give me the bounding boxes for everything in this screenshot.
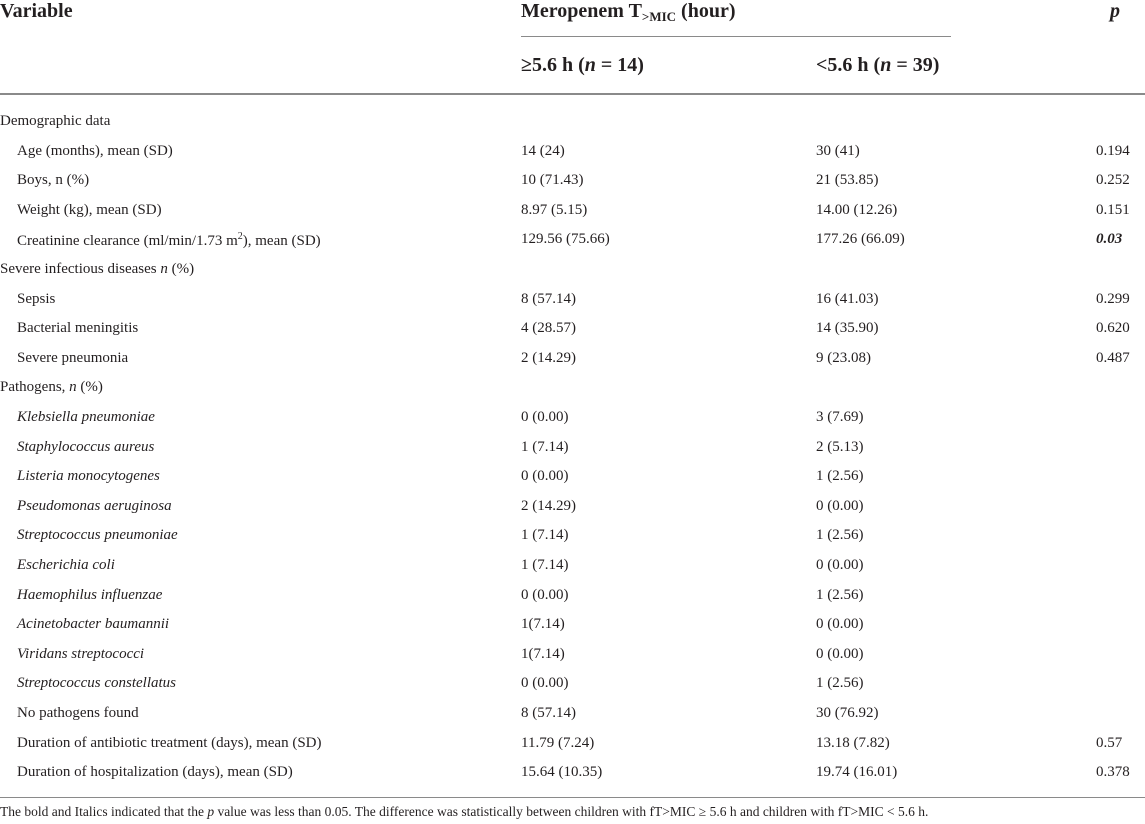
row-label-text: Sepsis — [17, 290, 56, 307]
row-label — [17, 202, 162, 219]
row-label-text: Pseudomonas aeruginosa — [17, 497, 172, 514]
row-label — [17, 320, 138, 337]
row-label — [17, 498, 172, 515]
p-value: 0.299 — [1096, 290, 1130, 307]
header-group-sub: >MIC — [641, 9, 677, 24]
row-label — [17, 587, 162, 604]
row-label-text: Bacterial meningitis — [17, 320, 139, 337]
row-label-italic: n — [69, 379, 77, 396]
row-label — [17, 291, 55, 308]
p-value: 0.487 — [1096, 349, 1130, 366]
value-lt-5-6h: 0 (0.00) — [816, 557, 864, 573]
header-group-main: Meropenem T — [521, 0, 642, 22]
p-value: 0.620 — [1096, 320, 1130, 337]
value-lt-5-6h: 9 (23.08) — [816, 349, 871, 366]
row-label — [17, 409, 155, 426]
value-ge-5-6h: 1(7.14) — [521, 616, 565, 633]
value-lt-5-6h: 1 (2.56) — [816, 468, 864, 485]
row-label-text: Age (months), mean (SD) — [17, 142, 173, 159]
row-label-text: Haemophilus influenzae — [17, 586, 163, 603]
value-ge-5-6h: 1 (7.14) — [521, 557, 569, 573]
value-ge-5-6h: 1(7.14) — [521, 645, 565, 662]
value-ge-5-6h: 0 (0.00) — [521, 409, 569, 425]
row-label-text: Escherichia coli — [17, 557, 115, 573]
table-row — [0, 758, 1145, 788]
header-col2-n: n — [880, 54, 892, 76]
section-row — [0, 107, 1145, 137]
table-row — [0, 403, 1145, 433]
value-ge-5-6h: 8 (57.14) — [521, 290, 576, 307]
row-label-text: Creatinine clearance (ml/min/1.73 m — [17, 233, 238, 250]
value-ge-5-6h: 0 (0.00) — [521, 468, 569, 485]
row-label-suffix: (%) — [76, 379, 103, 396]
table-row — [0, 610, 1145, 640]
value-ge-5-6h: 10 (71.43) — [521, 172, 584, 189]
p-value: 0.378 — [1096, 764, 1130, 781]
header-group-unit: (hour) — [676, 0, 736, 22]
value-ge-5-6h: 14 (24) — [521, 142, 565, 159]
row-label-suffix: (%) — [167, 261, 195, 277]
row-label — [17, 616, 169, 633]
table-row — [0, 492, 1145, 522]
table-row — [0, 729, 1145, 759]
p-value: 0.252 — [1096, 172, 1130, 189]
header-col2-suffix: = 39) — [891, 54, 940, 76]
row-label-text: Viridans streptococci — [17, 645, 145, 662]
row-label-italic: n — [160, 261, 168, 277]
table-row — [0, 433, 1145, 463]
row-label — [17, 350, 128, 367]
row-label-text: Listeria monocytogenes — [17, 468, 160, 485]
footnote-part1: The bold and Italics indicated that the — [0, 804, 208, 819]
header-col2-prefix: <5.6 h ( — [816, 54, 881, 76]
header-group-rule — [521, 36, 951, 37]
row-label — [17, 764, 293, 781]
table-row — [0, 462, 1145, 492]
row-label-text: Duration of antibiotic treatment (days), mean (SD) — [17, 734, 322, 751]
row-label-superscript: 2 — [237, 231, 243, 243]
p-value: 0.194 — [1096, 142, 1130, 159]
row-label — [17, 231, 321, 250]
header-variable: Variable — [0, 0, 73, 22]
value-lt-5-6h: 14.00 (12.26) — [816, 201, 898, 218]
value-lt-5-6h: 30 (76.92) — [816, 705, 879, 721]
section-label — [0, 379, 103, 396]
value-ge-5-6h: 15.64 (10.35) — [521, 764, 603, 781]
p-value: 0.57 — [1096, 734, 1123, 751]
value-lt-5-6h: 21 (53.85) — [816, 172, 879, 189]
value-lt-5-6h: 1 (2.56) — [816, 527, 864, 544]
row-label-text: Weight (kg), mean (SD) — [17, 201, 162, 218]
table-row — [0, 166, 1145, 196]
section-label — [0, 261, 194, 278]
p-value: 0.151 — [1096, 201, 1130, 218]
table-row — [0, 225, 1145, 255]
value-ge-5-6h: 2 (14.29) — [521, 349, 576, 366]
value-lt-5-6h: 30 (41) — [816, 142, 860, 159]
row-label — [17, 735, 322, 752]
row-label-text: Severe infectious diseases — [0, 261, 161, 277]
row-label — [17, 143, 173, 160]
row-label-text: Klebsiella pneumoniae — [17, 409, 155, 425]
value-ge-5-6h: 0 (0.00) — [521, 586, 569, 603]
section-label — [0, 113, 110, 130]
table-row — [0, 699, 1145, 729]
row-label — [17, 675, 176, 692]
row-label — [17, 439, 154, 456]
value-ge-5-6h: 11.79 (7.24) — [521, 734, 595, 751]
value-ge-5-6h: 8 (57.14) — [521, 705, 576, 721]
value-ge-5-6h: 0 (0.00) — [521, 675, 569, 692]
value-lt-5-6h: 3 (7.69) — [816, 409, 864, 425]
row-label-suffix: ), mean (SD) — [242, 233, 321, 250]
table-row — [0, 669, 1145, 699]
row-label-text: Streptococcus constellatus — [17, 675, 176, 692]
header-col1-suffix: = 14) — [595, 54, 644, 76]
header-col1 — [521, 54, 644, 77]
row-label-text: Boys, n (%) — [17, 172, 90, 189]
row-label-text: Staphylococcus aureus — [17, 438, 155, 455]
table-row — [0, 551, 1145, 581]
table-bottom-rule — [0, 797, 1145, 798]
value-ge-5-6h: 2 (14.29) — [521, 497, 576, 514]
section-row — [0, 373, 1145, 403]
table-row — [0, 581, 1145, 611]
value-ge-5-6h: 1 (7.14) — [521, 527, 569, 544]
table-row — [0, 314, 1145, 344]
row-label-text: Pathogens, — [0, 379, 70, 396]
value-lt-5-6h: 2 (5.13) — [816, 438, 864, 455]
value-ge-5-6h: 129.56 (75.66) — [521, 231, 610, 248]
value-ge-5-6h: 8.97 (5.15) — [521, 201, 588, 218]
value-ge-5-6h: 4 (28.57) — [521, 320, 576, 337]
row-label — [17, 646, 144, 663]
row-label-text: Demographic data — [0, 113, 111, 129]
value-lt-5-6h: 0 (0.00) — [816, 616, 864, 633]
table-row — [0, 640, 1145, 670]
row-label-text: Acinetobacter baumannii — [17, 616, 170, 633]
value-lt-5-6h: 1 (2.56) — [816, 675, 864, 692]
row-label-text: Severe pneumonia — [17, 349, 129, 366]
value-lt-5-6h: 0 (0.00) — [816, 645, 864, 662]
value-lt-5-6h: 14 (35.90) — [816, 320, 879, 337]
header-p: p — [1110, 0, 1120, 22]
table-row — [0, 344, 1145, 374]
table-row — [0, 285, 1145, 315]
row-label — [17, 172, 89, 189]
row-label — [17, 527, 178, 544]
header-col1-prefix: ≥5.6 h ( — [521, 54, 585, 76]
header-col2 — [816, 54, 939, 77]
table-row — [0, 196, 1145, 226]
section-row — [0, 255, 1145, 285]
header-group-title — [521, 0, 736, 25]
value-lt-5-6h: 16 (41.03) — [816, 290, 879, 307]
table-row — [0, 521, 1145, 551]
footnote-part2: value was less than 0.05. The difference was statistically between children with fT>MIC ≥ 5.6 h and children with fT>MIC < 5.6 h. — [214, 804, 929, 819]
footnote-p: p — [207, 804, 215, 819]
row-label — [17, 557, 115, 574]
table-footnote — [0, 804, 928, 820]
value-lt-5-6h: 0 (0.00) — [816, 497, 864, 514]
row-label-text: Duration of hospitalization (days), mean (SD) — [17, 764, 293, 781]
header-col1-n: n — [584, 54, 596, 76]
value-lt-5-6h: 19.74 (16.01) — [816, 764, 898, 781]
value-lt-5-6h: 13.18 (7.82) — [816, 734, 890, 751]
row-label — [17, 468, 160, 485]
p-value: 0.03 — [1096, 231, 1123, 248]
table-row — [0, 137, 1145, 167]
value-lt-5-6h: 177.26 (66.09) — [816, 231, 905, 248]
row-label — [17, 705, 139, 722]
value-ge-5-6h: 1 (7.14) — [521, 438, 569, 455]
value-lt-5-6h: 1 (2.56) — [816, 586, 864, 603]
row-label-text: Streptococcus pneumoniae — [17, 527, 178, 544]
header-bottom-rule — [0, 93, 1145, 95]
row-label-text: No pathogens found — [17, 705, 139, 721]
